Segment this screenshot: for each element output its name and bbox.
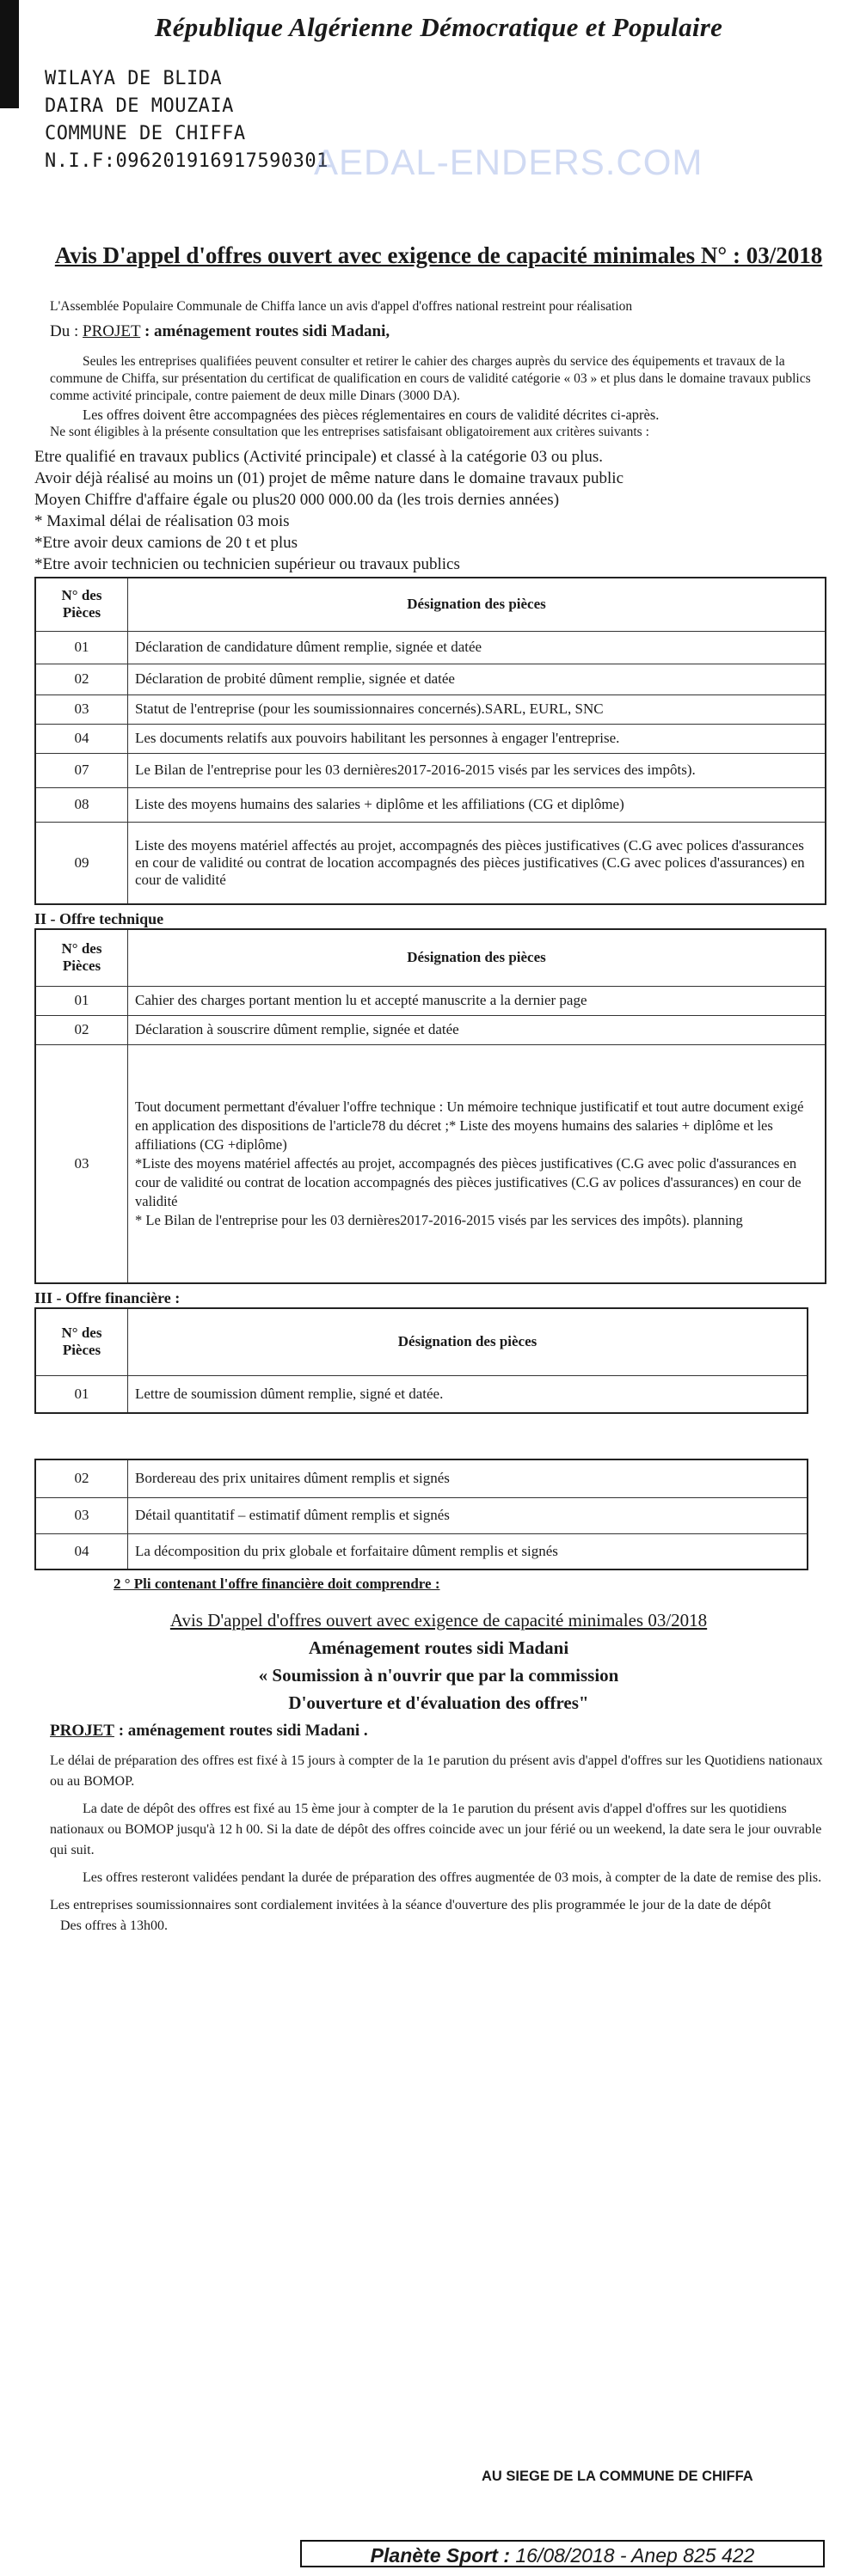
projet-label: PROJET (83, 322, 141, 340)
envelope-projet: Aménagement routes sidi Madani (308, 1637, 569, 1658)
closing-paragraph: Le délai de préparation des offres est fixé à 15 jours à compter de la 1e parution du présent avis d'appel d'offres sur les Quotidiens nationaux ou au BOMOP. (50, 1753, 823, 1789)
table-row (35, 1375, 808, 1413)
table-dossier-candidature (34, 577, 826, 905)
closing-paragraph: Les offres resteront validées pendant la durée de préparation des offres augmentée de 03 mois, à compter de la date de remise des plis. (83, 1870, 822, 1885)
piece-text: Lettre de soumission dûment remplie, signé et datée. (128, 1375, 808, 1413)
address-nif: N.I.F:096201916917590301 (45, 150, 329, 172)
col-header-designation: Désignation des pièces (128, 578, 826, 631)
envelope-soumission: « Soumission à n'ouvrir que par la commission (258, 1665, 619, 1686)
closing-paragraph: Les entreprises soumissionnaires sont cordialement invitées à la séance d'ouverture des plis programmée le jour de la date de dépôt (50, 1898, 771, 1912)
closing-paragraph: Des offres à 13h00. (60, 1918, 169, 1933)
projet-line-2 (50, 1722, 851, 1741)
piece-line: Tout document permettant d'évaluer l'offre technique : Un mémoire technique justificatif et tout autre document exigé en application des dispositions de l'article78 du décret ;* Liste des moyens humains des salaries + diplôme et les affiliations (CG +diplôme) (135, 1098, 804, 1153)
piece-num: 03 (35, 1497, 128, 1533)
envelope-block (26, 1606, 851, 1716)
piece-text: Cahier des charges portant mention lu et accepté manuscrite a la dernier page (128, 986, 826, 1015)
piece-text: Liste des moyens humains des salaries + diplôme et les affiliations (CG et diplôme) (128, 787, 826, 822)
piece-text: Déclaration de probité dûment remplie, signée et datée (128, 664, 826, 694)
intro-offres: Les offres doivent être accompagnées des pièces réglementaires en cours de validité décrites ci-après. (83, 407, 660, 423)
criteria-item: *Etre avoir technicien ou technicien supérieur ou travaux publics (34, 555, 460, 573)
col-header-num: N° des Pièces (35, 929, 128, 986)
closing-block (26, 1751, 851, 1937)
criteria-item: * Maximal délai de réalisation 03 mois (34, 512, 290, 530)
piece-num: 04 (35, 1533, 128, 1569)
projet-line (50, 322, 851, 341)
scan-edge-bar (0, 0, 19, 108)
criteria-item: Etre qualifié en travaux publics (Activité principale) et classé à la catégorie 03 ou plus. (34, 448, 604, 466)
table-row (35, 822, 826, 904)
section-offre-financiere: III - Offre financière : (34, 1289, 181, 1306)
col-header-designation: Désignation des pièces (128, 1308, 808, 1375)
projet-prefix: Du : (50, 322, 79, 340)
table-row (35, 1533, 808, 1569)
piece-num: 07 (35, 753, 128, 787)
intro-seules: Seules les entreprises qualifiées peuvent consulter et retirer le cahier des charges auprès du service des équipements et travaux de la commune de Chiffa, sur présentation du certificat de qualification en cours de validité catégorie « 03 » et plus dans le domaine travaux publics comme activité principale, contre paiement de deux mille Dinars (3000 DA). (50, 354, 811, 403)
table-row (35, 787, 826, 822)
table-row (35, 986, 826, 1015)
piece-num: 08 (35, 787, 128, 822)
col-header-num: N° des Pièces (35, 578, 128, 631)
table-row (35, 1015, 826, 1044)
piece-num: 03 (35, 1044, 128, 1283)
piece-text: Déclaration de candidature dûment remplie, signée et datée (128, 631, 826, 664)
envelope-ouverture: D'ouverture et d'évaluation des offres" (288, 1692, 589, 1713)
address-wilaya: WILAYA DE BLIDA (45, 68, 223, 89)
piece-text: La décomposition du prix globale et forfaitaire dûment remplis et signés (128, 1533, 808, 1569)
pli-financier-label: 2 ° Pli contenant l'offre financière doit comprendre : (114, 1576, 440, 1592)
footer-details: 16/08/2018 - Anep 825 422 (515, 2544, 755, 2567)
col-header-designation: Désignation des pièces (128, 929, 826, 986)
intro-assemblee: L'Assemblée Populaire Communale de Chiffa lance un avis d'appel d'offres national restreint pour réalisation (50, 299, 633, 314)
piece-num: 01 (35, 1375, 128, 1413)
piece-num: 09 (35, 822, 128, 904)
projet-text: : aménagement routes sidi Madani, (144, 322, 390, 340)
piece-line: * Le Bilan de l'entreprise pour les 03 dernières2017-2016-2015 visés par les services des impôts). planning (135, 1211, 743, 1228)
piece-text: Déclaration à souscrire dûment remplie, signée et datée (128, 1015, 826, 1044)
col-header-num: N° des Pièces (35, 1308, 128, 1375)
watermark-text: AEDAL-ENDERS.COM (314, 142, 703, 182)
criteria-item: *Etre avoir deux camions de 20 t et plus (34, 534, 298, 552)
document-page (26, 0, 851, 1937)
piece-num: 03 (35, 694, 128, 724)
piece-text: Les documents relatifs aux pouvoirs habilitant les personnes à engager l'entreprise. (128, 724, 826, 753)
section-offre-technique: II - Offre technique (34, 910, 164, 927)
closing-paragraph: La date de dépôt des offres est fixé au 15 ème jour à compter de la 1e parution du présent avis d'appel d'offres sur les quotidiens nationaux ou BOMOP jusqu'à 12 h 00. Si la date de dépôt des offres coincide avec un jour férié ou un weekend, la date sera le jour ouvrable qui suit. (50, 1802, 822, 1857)
envelope-avis: Avis D'appel d'offres ouvert avec exigence de capacité minimales 03/2018 (169, 1610, 708, 1631)
piece-text: Détail quantitatif – estimatif dûment remplis et signés (128, 1497, 808, 1533)
table-row (35, 1459, 808, 1497)
siege-line: AU SIEGE DE LA COMMUNE DE CHIFFA (482, 2469, 753, 2484)
projet-text: : aménagement routes sidi Madani . (118, 1722, 368, 1740)
piece-text: Le Bilan de l'entreprise pour les 03 dernières2017-2016-2015 visés par les services des impôts). (128, 753, 826, 787)
piece-num: 02 (35, 1459, 128, 1497)
piece-num: 01 (35, 986, 128, 1015)
piece-num: 01 (35, 631, 128, 664)
piece-line: *Liste des moyens matériel affectés au projet, accompagnés des pièces justificatives (C.G avec polic d'assurances en cour de validité ou contrat de location accompagnés des pièces justificatives (C.G av polices d'assurances) en cour de validité (135, 1154, 802, 1209)
table-offre-financiere-suite (34, 1459, 808, 1570)
address-commune: COMMUNE DE CHIFFA (45, 123, 246, 144)
footer-source: Planète Sport : (370, 2544, 510, 2567)
table-row (35, 694, 826, 724)
piece-text (128, 1044, 826, 1283)
criteria-list (26, 446, 851, 575)
table-row (35, 631, 826, 664)
piece-text: Statut de l'entreprise (pour les soumissionnaires concernés).SARL, EURL, SNC (128, 694, 826, 724)
table-row (35, 664, 826, 694)
piece-text: Liste des moyens matériel affectés au projet, accompagnés des pièces justificatives (C.G avec polices d'assurances en cour de validité ou contrat de location accompagnés des pièces justificatives (C.G avec polices d'assurances) en cour de validité (128, 822, 826, 904)
criteria-item: Avoir déjà réalisé au moins un (01) projet de même nature dans le domaine travaux public (34, 469, 624, 487)
publication-footer (300, 2540, 825, 2567)
republic-title: République Algérienne Démocratique et Populaire (154, 12, 723, 42)
piece-text: Bordereau des prix unitaires dûment remplis et signés (128, 1459, 808, 1497)
piece-num: 02 (35, 1015, 128, 1044)
criteria-item: Moyen Chiffre d'affaire égale ou plus20 000 000.00 da (les trois dernies années) (34, 491, 560, 509)
table-row (35, 753, 826, 787)
intro-eligibles: Ne sont éligibles à la présente consultation que les entreprises satisfaisant obligatoirement aux critères suivants : (50, 425, 649, 439)
table-offre-financiere (34, 1307, 808, 1414)
table-row (35, 724, 826, 753)
piece-num: 02 (35, 664, 128, 694)
avis-title: Avis D'appel d'offres ouvert avec exigence de capacité minimales N° : 03/2018 (54, 242, 823, 268)
projet-label: PROJET (50, 1722, 114, 1740)
table-row (35, 1044, 826, 1283)
address-daira: DAIRA DE MOUZAIA (45, 95, 234, 117)
table-row (35, 1497, 808, 1533)
piece-num: 04 (35, 724, 128, 753)
table-offre-technique (34, 928, 826, 1284)
